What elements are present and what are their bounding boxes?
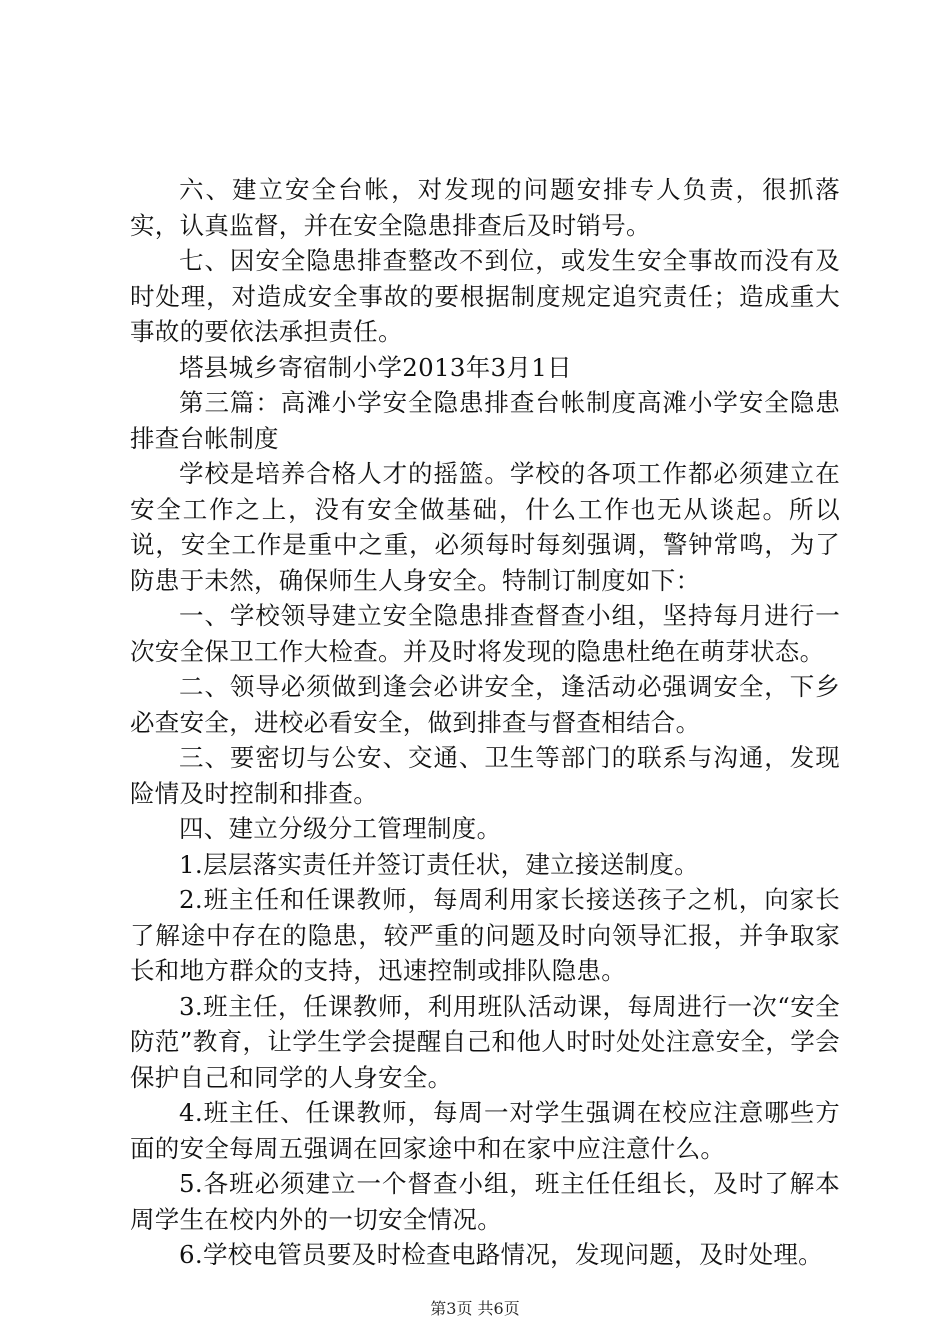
sub-item-3: 3.班主任，任课教师，利用班队活动课，每周进行一次“安全防范”教育，让学生学会提醒自己和他人时时处处注意安全，学会保护自己和同学的人身安全。 xyxy=(130,991,840,1092)
sub-item-1: 1.层层落实责任并签订责任状，建立接送制度。 xyxy=(179,849,699,879)
paragraph-item-6: 六、建立安全台帐，对发现的问题安排专人负责，很抓落实，认真监督，并在安全隐患排查后及时销号。 xyxy=(130,175,840,240)
document-body xyxy=(130,172,840,1273)
page-footer: 第3页 共6页 xyxy=(430,1299,520,1318)
rule-item-4: 四、建立分级分工管理制度。 xyxy=(179,814,502,843)
sub-item-2: 2.班主任和任课教师，每周利用家长接送孩子之机，向家长了解途中存在的隐患，较严重的问题及时向领导汇报，并争取家长和地方群众的支持，迅速控制或排队隐患。 xyxy=(130,885,840,985)
paragraph-item-7: 七、因安全隐患排查整改不到位，或发生安全事故而没有及时处理，对造成安全事故的要根据制度规定追究责任；造成重大事故的要依法承担责任。 xyxy=(130,246,840,346)
section-heading: 第三篇：高滩小学安全隐患排查台帐制度高滩小学安全隐患排查台帐制度 xyxy=(130,388,840,453)
rule-item-1: 一、学校领导建立安全隐患排查督查小组，坚持每月进行一次安全保卫工作大检查。并及时将发现的隐患杜绝在萌芽状态。 xyxy=(130,601,840,666)
intro-paragraph: 学校是培养合格人才的摇篮。学校的各项工作都必须建立在安全工作之上，没有安全做基础，什么工作也无从谈起。所以说，安全工作是重中之重，必须每时每刻强调，警钟常鸣，为了防患于未然，确保师生人身安全。特制订制度如下： xyxy=(130,459,840,595)
sub-item-5: 5.各班必须建立一个督查小组，班主任任组长，及时了解本周学生在校内外的一切安全情况。 xyxy=(130,1169,840,1234)
sub-item-6: 6.学校电管员要及时检查电路情况，发现问题，及时处理。 xyxy=(179,1240,823,1269)
rule-item-2: 二、领导必须做到逢会必讲安全，逢活动必强调安全，下乡必查安全，进校必看安全，做到排查与督查相结合。 xyxy=(130,672,840,737)
signature-line: 塔县城乡寄宿制小学2013年3月1日 xyxy=(179,352,572,382)
sub-item-4: 4.班主任、任课教师，每周一对学生强调在校应注意哪些方面的安全每周五强调在回家途中和在家中应注意什么。 xyxy=(130,1098,840,1163)
rule-item-3: 三、要密切与公安、交通、卫生等部门的联系与沟通，发现险情及时控制和排查。 xyxy=(130,743,840,808)
